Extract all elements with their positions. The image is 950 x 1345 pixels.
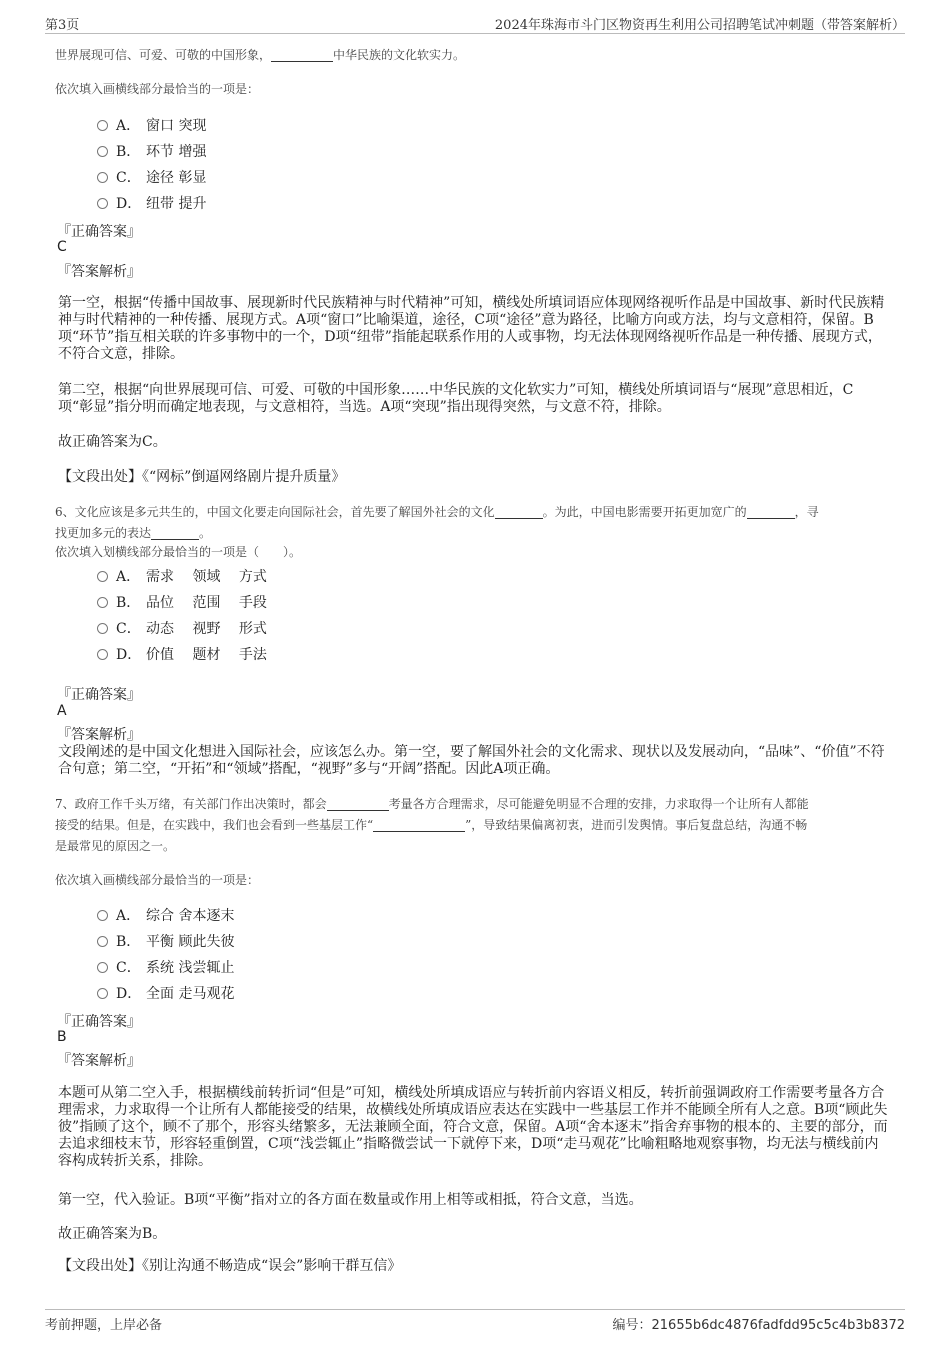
q7-option-d[interactable]: D． 全面 走马观花 (97, 983, 234, 1003)
fill-blank (747, 506, 795, 519)
q5-conclusion: 故正确答案为C。 (58, 434, 167, 450)
q7-analysis-p1: 本题可从第二空入手，根据横线前转折词“但是”可知，横线处所填成语应与转折前内容语义相反，转折前强调政府工作需要考量各方合理需求，力求取得一个让所有人都能接受的结果，故横线处所填成语应表达在实践中一些基层工作并不能顾全所有人之意。B项“顾此失彼”指顾了这个，顾不了那个，形容头绪繁多，无法兼顾全面，符合文意，保留。A项“舍本逐末”指舍弃事物的根本的、主要的部分，而去追求细枝末节，形容轻重倒置，C项“浅尝辄止”指略微尝试一下就停下来，D项“走马观花”比喻粗略地观察事物，均无法与横线前内容构成转折关系，排除。 (58, 1085, 888, 1169)
q6-answer: A (57, 703, 67, 719)
q7-conclusion: 故正确答案为B。 (58, 1226, 167, 1242)
q6-instruction: 依次填入划横线部分最恰当的一项是（ ）。 (55, 545, 302, 559)
radio-icon[interactable] (97, 571, 108, 582)
radio-icon[interactable] (97, 120, 108, 131)
page-number: 第3页 (45, 18, 80, 33)
fill-blank (271, 49, 333, 62)
fill-blank (373, 819, 465, 832)
fill-blank (327, 798, 389, 811)
radio-icon[interactable] (97, 198, 108, 209)
q6-option-a[interactable]: A． 需求 领域 方式 (97, 566, 267, 586)
q6-option-d[interactable]: D． 价值 题材 手法 (97, 644, 267, 664)
q6-answer-label: 『正确答案』 (57, 687, 141, 703)
radio-icon[interactable] (97, 936, 108, 947)
radio-icon[interactable] (97, 146, 108, 157)
q5-answer-label: 『正确答案』 (57, 224, 141, 240)
q7-analysis-label: 『答案解析』 (57, 1053, 141, 1069)
radio-icon[interactable] (97, 910, 108, 921)
q7-option-b[interactable]: B． 平衡 顾此失彼 (97, 931, 234, 951)
q5-analysis-p1: 第一空，根据“传播中国故事、展现新时代民族精神与时代精神”可知，横线处所填词语应体现网络视听作品是中国故事、新时代民族精神与时代精神的一种传播、展现方式。A项“窗口”比喻渠道，途径，C项“途径”意为路径，比喻方向或方法，均与文意相符，保留。B项“环节”指互相关联的许多事物中的一个，D项“纽带”指能起联系作用的人或事物，均无法体现网络视听作品是一种传播、展现方式，不符合文意，排除。 (58, 295, 885, 362)
q7-instruction: 依次填入画横线部分最恰当的一项是： (55, 873, 260, 887)
footer-slogan: 考前押题，上岸必备 (45, 1318, 163, 1333)
q6-option-b[interactable]: B． 品位 范围 手段 (97, 592, 267, 612)
q7-answer-label: 『正确答案』 (57, 1014, 141, 1030)
radio-icon[interactable] (97, 962, 108, 973)
q5-source: 【文段出处】《“网标”倒逼网络剧片提升质量》 (58, 469, 346, 485)
q5-stem-tail (55, 46, 465, 63)
q7-option-c[interactable]: C． 系统 浅尝辄止 (97, 957, 234, 977)
document-title: 2024年珠海市斗门区物资再生利用公司招聘笔试冲刺题（带答案解析） (494, 18, 905, 33)
q7-option-a[interactable]: A． 综合 舍本逐末 (97, 905, 234, 925)
q6-stem: 6、文化应该是多元共生的，中国文化要走向国际社会，首先要了解国外社会的文化 。为此，中国电影需要开拓更加宽广的 ，寻 找更加多元的表达 。 (55, 505, 819, 540)
q6-analysis-label: 『答案解析』 (57, 727, 141, 743)
fill-blank (151, 527, 199, 540)
fill-blank (495, 506, 543, 519)
q5-analysis-p2: 第二空，根据“向世界展现可信、可爱、可敬的中国形象……中华民族的文化软实力”可知，横线处所填词语与“展现”意思相近，C项“彰显”指分明而确定地表现，与文意相符，当选。A项“突现”指出现得突然，与文意不符，排除。 (58, 382, 854, 415)
q5-stem-text-a: 世界展现可信、可爱、可敬的中国形象， (55, 48, 272, 62)
radio-icon[interactable] (97, 649, 108, 660)
footer-divider (45, 1309, 905, 1310)
q6-option-c[interactable]: C． 动态 视野 形式 (97, 618, 267, 638)
q7-analysis-p2: 第一空，代入验证。B项“平衡”指对立的各方面在数量或作用上相等或相抵，符合文意，当选。 (58, 1192, 643, 1208)
footer-code (613, 1314, 906, 1333)
q5-option-d[interactable]: D． 纽带 提升 (97, 193, 206, 213)
radio-icon[interactable] (97, 597, 108, 608)
q5-option-b[interactable]: B． 环节 增强 (97, 141, 206, 161)
q5-option-a[interactable]: A． 窗口 突现 (97, 115, 206, 135)
q5-option-c[interactable]: C． 途径 彰显 (97, 167, 206, 187)
q5-instruction: 依次填入画横线部分最恰当的一项是： (55, 82, 260, 96)
q7-answer: B (57, 1029, 67, 1045)
radio-icon[interactable] (97, 172, 108, 183)
q6-analysis: 文段阐述的是中国文化想进入国际社会，应该怎么办。第一空，要了解国外社会的文化需求、现状以及发展动向，“品味”、“价值”不符合句意；第二空，“开拓”和“领域”搭配，“视野”多与“开阔”搭配。因此A项正确。 (58, 744, 885, 777)
radio-icon[interactable] (97, 988, 108, 999)
radio-icon[interactable] (97, 623, 108, 634)
q5-stem-text-b: 中华民族的文化软实力。 (333, 48, 466, 62)
q7-stem: 7、政府工作千头万绪，有关部门作出决策时，都会 考量各方合理需求，尽可能避免明显不合理的安排，力求取得一个让所有人都能 接受的结果。但是，在实践中，我们也会看到一些基层工作“ ”，导致结果偏离初衷，进而引发舆情。事后复盘总结，沟通不畅 是最常见的原因之一。 (55, 797, 809, 853)
footer-code-value: 21655b6dc4876fadfdd95c5c4b3b8372 (651, 1318, 905, 1333)
q5-analysis-label: 『答案解析』 (57, 264, 141, 280)
header-divider (45, 33, 905, 34)
footer-code-label: 编号： (612, 1318, 652, 1333)
q5-answer: C (57, 239, 67, 255)
q7-source: 【文段出处】《别让沟通不畅造成“误会”影响干群互信》 (58, 1258, 402, 1274)
